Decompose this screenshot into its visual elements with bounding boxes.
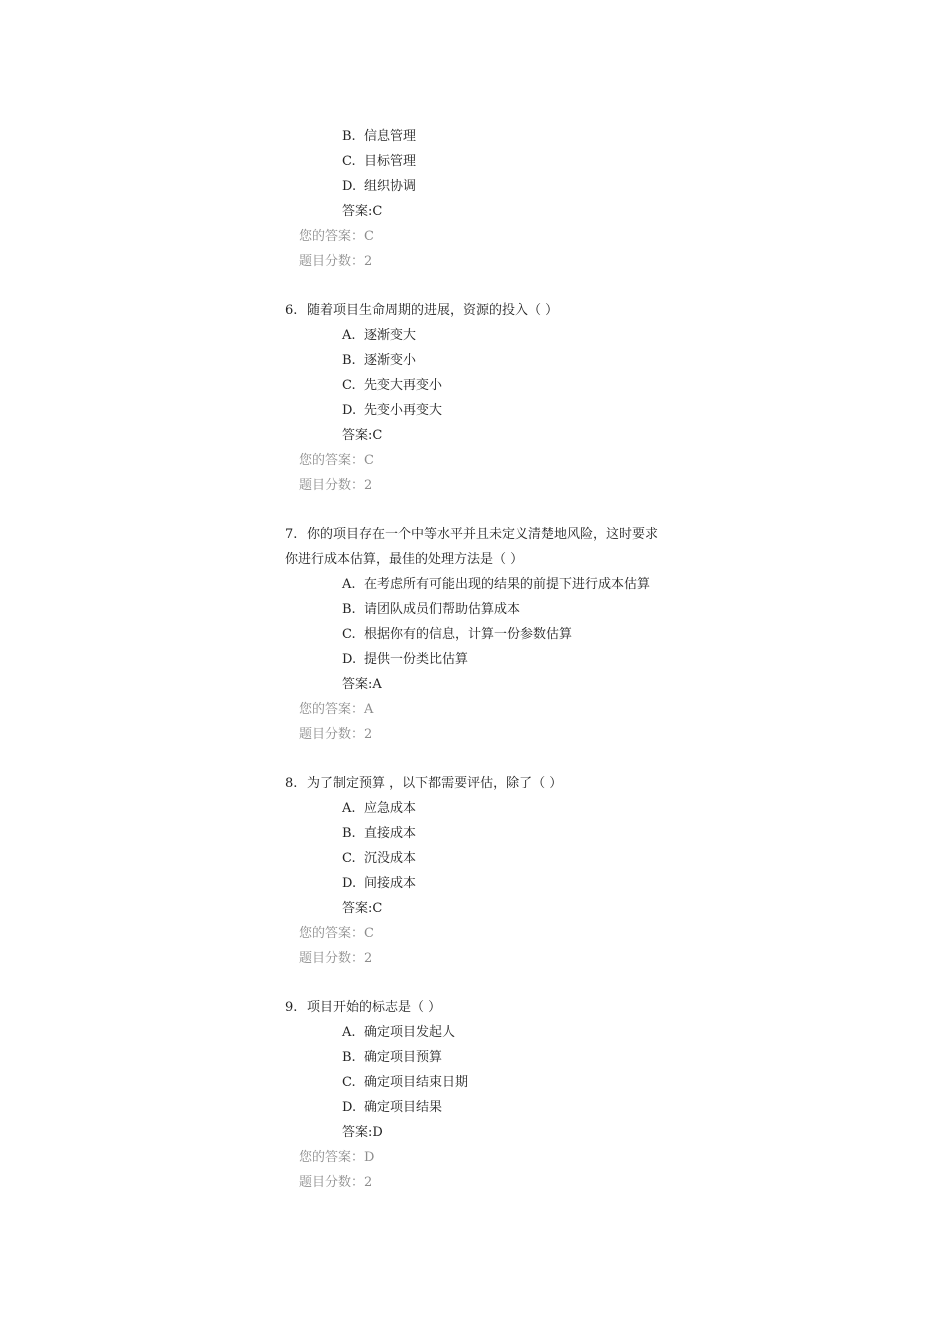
option-d: D. 确定项目结果 — [342, 1100, 443, 1115]
correct-answer: 答案:A — [342, 677, 382, 692]
correct-answer: 答案:C — [342, 901, 383, 916]
option-b: B. 请团队成员们帮助估算成本 — [342, 602, 521, 617]
question-score: 题目分数：2 — [299, 254, 373, 269]
option-c: C. 沉没成本 — [342, 851, 417, 866]
your-answer: 您的答案：C — [299, 229, 374, 244]
option-c: C. 目标管理 — [342, 154, 417, 169]
option-c: C. 先变大再变小 — [342, 378, 443, 393]
option-d: D. 先变小再变大 — [342, 403, 443, 418]
option-a: A. 确定项目发起人 — [342, 1025, 456, 1040]
option-d: D. 间接成本 — [342, 876, 417, 891]
question-score: 题目分数：2 — [299, 478, 373, 493]
question-9: 9. 项目开始的标志是（ ） — [285, 1000, 442, 1015]
your-answer: 您的答案：C — [299, 926, 374, 941]
option-c: C. 确定项目结束日期 — [342, 1075, 469, 1090]
question-7-continued: 你进行成本估算，最佳的处理方法是（ ） — [285, 552, 524, 567]
option-a: A. 在考虑所有可能出现的结果的前提下进行成本估算 — [342, 577, 651, 592]
question-6: 6. 随着项目生命周期的进展，资源的投入（ ） — [285, 303, 559, 318]
your-answer: 您的答案：A — [299, 702, 374, 717]
option-a: A. 应急成本 — [342, 801, 417, 816]
option-a: A. 逐渐变大 — [342, 328, 417, 343]
question-7: 7. 你的项目存在一个中等水平并且未定义清楚地风险，这时要求 — [285, 527, 659, 542]
option-c: C. 根据你有的信息，计算一份参数估算 — [342, 627, 573, 642]
question-score: 题目分数：2 — [299, 1175, 373, 1190]
option-b: B. 直接成本 — [342, 826, 417, 841]
option-b: B. 逐渐变小 — [342, 353, 417, 368]
correct-answer: 答案:C — [342, 428, 383, 443]
option-d: D. 组织协调 — [342, 179, 417, 194]
option-d: D. 提供一份类比估算 — [342, 652, 469, 667]
option-b: B. 信息管理 — [342, 129, 417, 144]
your-answer: 您的答案：C — [299, 453, 374, 468]
question-score: 题目分数：2 — [299, 951, 373, 966]
correct-answer: 答案:C — [342, 204, 383, 219]
question-score: 题目分数：2 — [299, 727, 373, 742]
question-8: 8. 为了制定预算 ，以下都需要评估，除了（ ） — [285, 776, 563, 791]
option-b: B. 确定项目预算 — [342, 1050, 443, 1065]
your-answer: 您的答案：D — [299, 1150, 375, 1165]
correct-answer: 答案:D — [342, 1125, 383, 1140]
